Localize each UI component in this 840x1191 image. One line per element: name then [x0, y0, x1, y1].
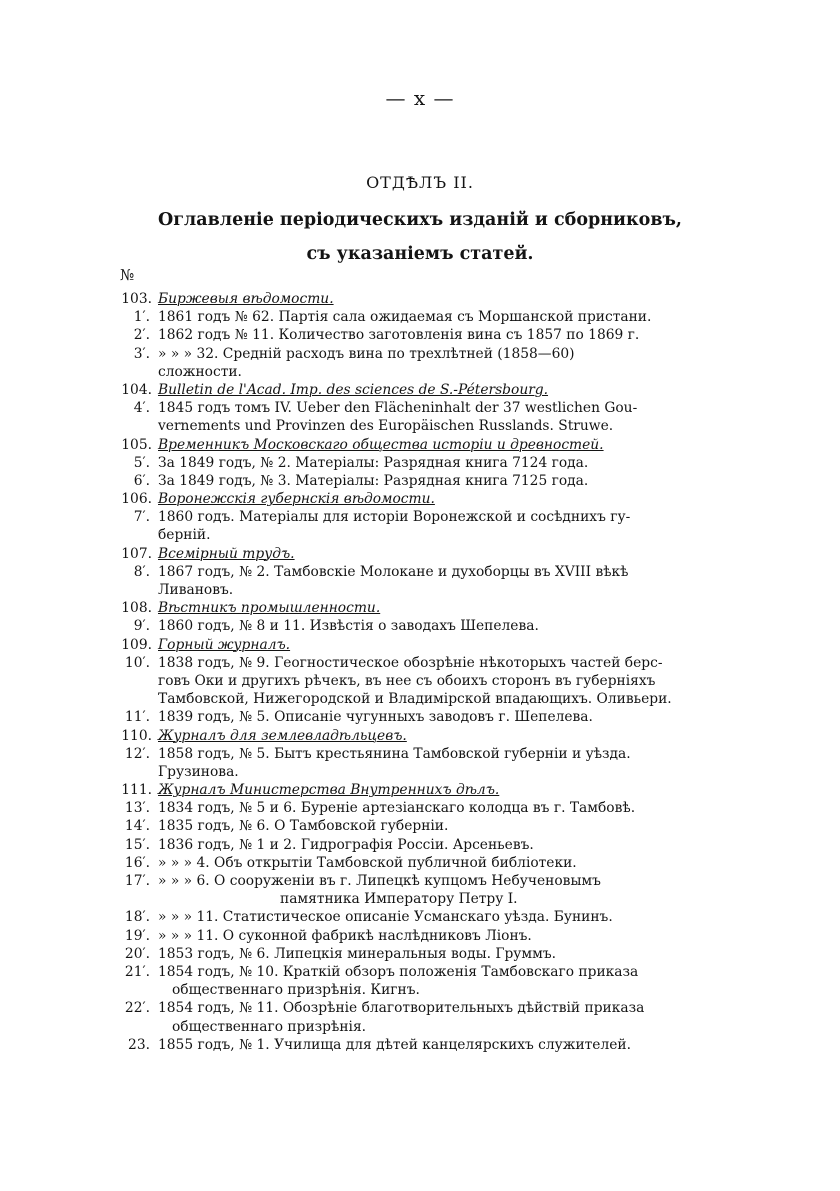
entry-text: Грузинова.	[158, 763, 239, 780]
entry-text: 1860 годъ, № 8 и 11. Извѣстія о заводахъ Шепелева.	[158, 618, 539, 635]
toc-entry-continuation	[0, 763, 840, 781]
entry-text: 1862 годъ № 11. Количество заготовленія вина съ 1857 по 1869 г.	[158, 327, 640, 344]
entry-number: 21′.	[124, 963, 150, 980]
toc-entry-continuation	[0, 981, 840, 999]
entry-number: 104.	[121, 381, 152, 398]
entry-number: 10′.	[124, 654, 150, 671]
entry-text: Ливановъ.	[158, 582, 234, 598]
entry-text: 1858 годъ, № 5. Бытъ крестьянина Тамбовской губерніи и уѣзда.	[158, 745, 631, 762]
entry-number: 18′.	[124, 909, 150, 926]
periodical-title: Вѣстникъ промышленности.	[158, 600, 381, 617]
entry-text: сложности.	[158, 363, 242, 380]
toc-entry	[0, 1036, 840, 1054]
entry-text: общественнаго призрѣнія. Кигнъ.	[172, 982, 420, 999]
toc-entry	[0, 945, 840, 963]
entry-number: 108.	[121, 600, 152, 617]
periodical-title: Bulletin de l'Acad. Imp. des sciences de S.-Pétersbourg.	[158, 381, 549, 398]
entry-text: 1855 годъ, № 1. Училища для дѣтей канцелярскихъ служителей.	[158, 1036, 631, 1053]
toc-entry	[0, 999, 840, 1017]
toc-entry	[0, 799, 840, 817]
toc-entry	[0, 563, 840, 581]
toc-entry-continuation	[0, 890, 840, 908]
toc-entry-heading	[0, 781, 840, 799]
entry-text: 1860 годъ. Матеріалы для исторіи Воронежской и сосѣднихъ гу-	[158, 509, 631, 526]
entry-text: » » » 11. Статистическое описаніе Усманскаго уѣзда. Бунинъ.	[158, 909, 613, 926]
entry-number: 111.	[121, 782, 152, 799]
entry-number: 4′.	[133, 400, 150, 417]
toc-entry	[0, 472, 840, 490]
entry-text: 1836 годъ, № 1 и 2. Гидрографія Россіи. Арсеньевъ.	[158, 836, 534, 853]
toc-entry	[0, 308, 840, 326]
entry-text: 1853 годъ, № 6. Липецкія минеральныя воды. Груммъ.	[158, 945, 557, 962]
toc-entry	[0, 345, 840, 363]
periodical-title: Воронежскія губернскія вѣдомости.	[158, 491, 435, 508]
periodical-title: Журналъ Министерства Внутреннихъ дѣлъ.	[158, 782, 500, 799]
toc-entry-heading	[0, 381, 840, 399]
toc-entry	[0, 927, 840, 945]
entry-number: 7′.	[133, 509, 150, 526]
toc-entry-continuation	[0, 672, 840, 690]
entry-text: 1854 годъ, № 11. Обозрѣніе благотворительныхъ дѣйствій приказа	[158, 1000, 645, 1017]
entry-text: 1839 годъ, № 5. Описаніе чугунныхъ заводовъ г. Шепелева.	[158, 709, 593, 726]
entry-number: 17′.	[124, 873, 150, 889]
entry-number: 2′.	[133, 327, 150, 344]
table-of-contents	[0, 290, 840, 1054]
entry-text: За 1849 годъ, № 2. Матеріалы: Разрядная книга 7124 года.	[158, 454, 589, 471]
toc-entry-heading	[0, 599, 840, 617]
entry-text: 1867 годъ, № 2. Тамбовскіе Молокане и духоборцы въ XVIII вѣкѣ	[158, 563, 629, 580]
entry-text: » » » 4. Объ открытіи Тамбовской публичной библіотеки.	[158, 854, 577, 871]
toc-entry	[0, 708, 840, 726]
toc-entry	[0, 326, 840, 344]
entry-text: » » » 32. Средній расходъ вина по трехлѣтней (1858—60)	[158, 345, 575, 362]
entry-number: 11′.	[124, 709, 150, 726]
toc-entry-heading	[0, 545, 840, 563]
toc-entry-continuation	[0, 581, 840, 599]
periodical-title: Горный журналъ.	[158, 636, 291, 653]
entry-number: 23.	[128, 1036, 150, 1053]
entry-text: 1861 годъ № 62. Партія сала ожидаемая съ Моршанской пристани.	[158, 309, 652, 326]
entry-text: общественнаго призрѣнія.	[172, 1018, 367, 1035]
toc-entry	[0, 908, 840, 926]
periodical-title: Журналъ для землевладѣльцевъ.	[158, 727, 407, 744]
toc-entry	[0, 508, 840, 526]
entry-number: 106.	[121, 491, 152, 508]
periodical-title: Всемірный трудъ.	[158, 545, 295, 562]
page-subtitle: съ указаніемъ статей.	[306, 244, 534, 264]
toc-entry-heading	[0, 490, 840, 508]
toc-entry-continuation	[0, 690, 840, 708]
toc-entry	[0, 399, 840, 417]
entry-text: » » » 11. О суконной фабрикѣ наслѣдниковъ Ліонъ.	[158, 927, 532, 944]
toc-entry-continuation	[0, 526, 840, 544]
toc-entry	[0, 454, 840, 472]
entry-number: 107.	[121, 545, 152, 562]
entry-number: 19′.	[124, 927, 150, 944]
toc-entry	[0, 963, 840, 981]
toc-entry-continuation	[0, 363, 840, 381]
toc-entry-heading	[0, 290, 840, 308]
entry-number: 103.	[121, 291, 152, 307]
entry-number: 110.	[121, 727, 152, 744]
toc-entry-heading	[0, 727, 840, 745]
entry-text: 1835 годъ, № 6. О Тамбовской губерніи.	[158, 818, 449, 835]
entry-text: 1854 годъ, № 10. Краткій обзоръ положенія Тамбовскаго приказа	[158, 963, 639, 980]
section-heading: ОТДѢЛЪ II.	[366, 173, 474, 192]
entry-number: 9′.	[133, 618, 150, 635]
entry-number: 12′.	[124, 745, 150, 762]
entry-text: vernements und Provinzen des Europäischen Russlands. Struwe.	[158, 418, 614, 435]
entry-text: памятника Императору Петру I.	[280, 891, 518, 908]
toc-entry-heading	[0, 436, 840, 454]
toc-entry-continuation	[0, 1018, 840, 1036]
periodical-title: Временникъ Московскаго общества исторіи и древностей.	[158, 436, 604, 453]
entry-number: 105.	[121, 436, 152, 453]
toc-entry	[0, 872, 840, 890]
entry-number: 13′.	[124, 800, 150, 817]
entry-number: 3′.	[133, 345, 150, 362]
entry-number: 14′.	[124, 818, 150, 835]
entry-text: 1845 годъ томъ IV. Ueber den Flächeninhalt der 37 westlichen Gou-	[158, 400, 638, 417]
entry-text: За 1849 годъ, № 3. Матеріалы: Разрядная книга 7125 года.	[158, 472, 589, 489]
number-column-header: №	[120, 266, 135, 284]
toc-entry-continuation	[0, 417, 840, 435]
entry-text: » » » 6. О сооруженіи въ г. Липецкѣ купцомъ Небученовымъ	[158, 873, 601, 889]
toc-entry-heading	[0, 636, 840, 654]
page-title: Оглавленіе періодическихъ изданій и сборниковъ,	[157, 210, 683, 230]
entry-number: 6′.	[133, 472, 150, 489]
entry-number: 1′.	[133, 309, 150, 326]
entry-number: 15′.	[124, 836, 150, 853]
entry-number: 20′.	[124, 945, 150, 962]
entry-text: 1834 годъ, № 5 и 6. Буреніе артезіанскаго колодца въ г. Тамбовѣ.	[158, 800, 636, 817]
entry-text: Тамбовской, Нижегородской и Владимірской впадающихъ. Оливьери.	[158, 691, 672, 708]
toc-entry	[0, 745, 840, 763]
entry-number: 22′.	[124, 1000, 150, 1017]
page-number: — x —	[385, 86, 455, 110]
periodical-title: Биржевыя вѣдомости.	[158, 291, 334, 307]
entry-number: 16′.	[124, 854, 150, 871]
entry-number: 109.	[121, 636, 152, 653]
toc-entry	[0, 854, 840, 872]
entry-number: 8′.	[133, 563, 150, 580]
entry-text: 1838 годъ, № 9. Геогностическое обозрѣніе нѣкоторыхъ частей берс-	[158, 654, 663, 671]
entry-text: берній.	[158, 527, 211, 544]
entry-text: говъ Оки и другихъ рѣчекъ, въ нее съ обоихъ сторонъ въ губерніяхъ	[158, 672, 656, 689]
toc-entry	[0, 817, 840, 835]
toc-entry	[0, 654, 840, 672]
toc-entry	[0, 836, 840, 854]
entry-number: 5′.	[133, 454, 150, 471]
toc-entry	[0, 617, 840, 635]
